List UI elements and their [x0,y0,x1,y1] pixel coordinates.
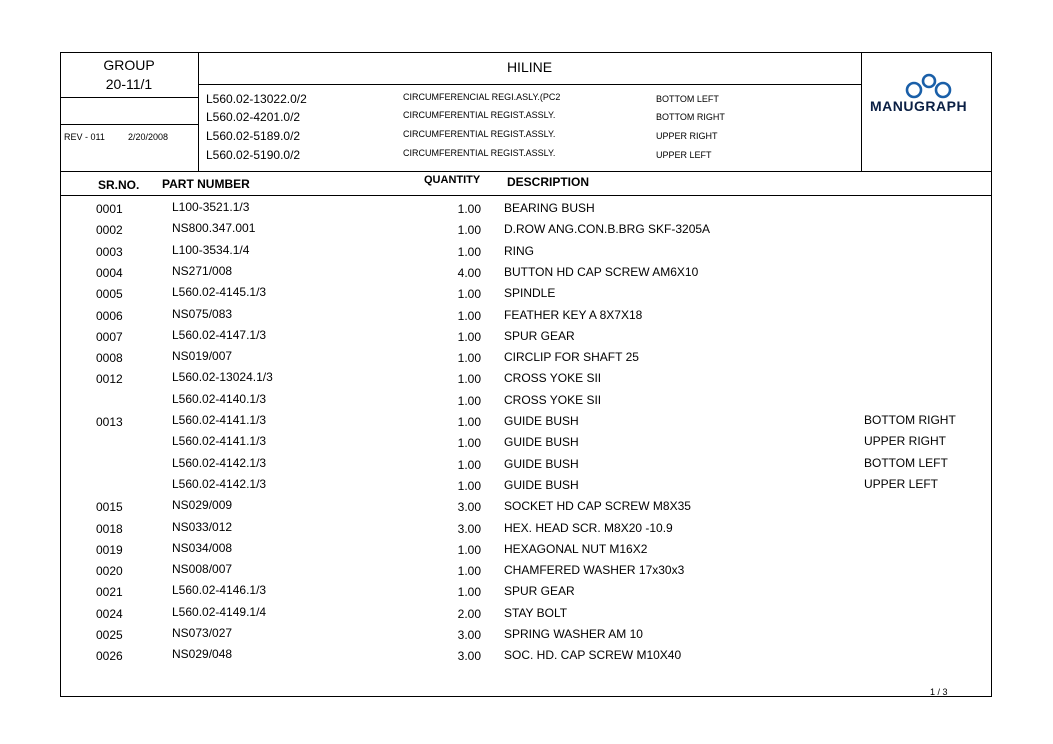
table-row [0,328,1053,349]
table-row [0,477,1053,498]
row-description: GUIDE BUSH [504,477,579,492]
table-row [0,285,1053,306]
row-sr-no: 0024 [96,606,123,621]
table-row [0,221,1053,242]
row-description: SPINDLE [504,286,556,301]
row-quantity: 1.00 [457,287,481,302]
row-description: CIRCLIP FOR SHAFT 25 [504,350,639,365]
row-sr-no: 0004 [96,265,123,280]
row-part-number: L560.02-13024.1/3 [172,370,273,385]
row-quantity: 1.00 [457,372,481,387]
table-row [0,498,1053,519]
row-quantity: 1.00 [457,244,481,259]
table-row [0,200,1053,221]
table-row [0,349,1053,370]
row-sr-no: 0006 [96,308,123,323]
row-description: SPUR GEAR [504,584,575,599]
row-quantity: 1.00 [457,351,481,366]
row-sr-no: 0008 [96,351,123,366]
row-sr-no: 0026 [96,649,123,664]
row-part-number: L560.02-4142.1/3 [172,476,267,491]
manugraph-logo [870,72,986,122]
table-row [0,434,1053,455]
row-description: FEATHER KEY A 8X7X18 [504,307,643,322]
row-position-note: BOTTOM LEFT [864,455,948,470]
row-description: HEXAGONAL NUT M16X2 [504,541,648,556]
row-sr-no: 0018 [96,521,123,536]
row-quantity: 1.00 [457,308,481,323]
revision-date: 2/20/2008 [128,132,169,142]
row-part-number: L560.02-4146.1/3 [172,583,267,598]
row-description: GUIDE BUSH [504,456,579,471]
row-description: SPRING WASHER AM 10 [504,627,643,641]
col-header-sr: SR.NO. [98,178,140,192]
assembly-desc-1: CIRCUMFERENCIAL REGI.ASLY.(PC2 [403,92,561,102]
row-part-number: L100-3521.1/3 [172,200,250,214]
row-sr-no: 0002 [96,223,123,238]
row-quantity: 1.00 [457,202,481,216]
row-position-note: UPPER RIGHT [864,434,947,449]
row-quantity: 3.00 [457,628,481,642]
row-quantity: 2.00 [457,606,481,621]
row-part-number: NS019/007 [172,349,233,364]
row-quantity: 1.00 [457,329,481,344]
row-sr-no: 0005 [96,287,123,302]
header-divider [60,171,992,172]
row-part-number: NS008/007 [172,562,233,577]
col-header-desc: DESCRIPTION [507,175,590,189]
row-description: CROSS YOKE SII [504,371,602,386]
table-row [0,456,1053,477]
group-label: GROUP [103,57,155,73]
row-sr-no: 0019 [96,542,123,557]
row-description: BEARING BUSH [504,201,595,215]
row-part-number: NS034/008 [172,540,233,555]
group-divider-1 [60,97,198,98]
row-sr-no: 0015 [96,500,123,515]
row-part-number: L560.02-4147.1/3 [172,327,267,342]
assembly-part-2: L560.02-4201.0/2 [206,110,301,124]
assembly-part-4: L560.02-5190.0/2 [206,148,301,162]
table-row [0,562,1053,583]
row-part-number: L560.02-4141.1/3 [172,413,267,427]
table-row [0,392,1053,413]
table-row [0,370,1053,391]
row-quantity: 1.00 [457,478,481,493]
assembly-desc-2: CIRCUMFERENTIAL REGIST.ASSLY. [403,110,556,120]
group-divider-2 [60,124,198,125]
group-number: 20-11/1 [105,76,153,92]
row-sr-no: 0013 [96,415,123,429]
logo-mark-icon [870,72,986,100]
page-title: HILINE [506,59,553,75]
row-quantity: 1.00 [457,564,481,579]
row-part-number: NS029/009 [172,498,233,513]
logo-block-divider [861,52,862,171]
logo-wordmark: MANUGRAPH [870,98,968,114]
row-part-number: NS075/083 [172,306,233,321]
row-position-note: UPPER LEFT [864,476,939,491]
row-description: SOC. HD. CAP SCREW M10X40 [504,648,682,663]
assembly-part-3: L560.02-5189.0/2 [206,129,301,143]
row-part-number: L560.02-4141.1/3 [172,434,267,449]
row-quantity: 3.00 [457,649,481,664]
row-sr-no: 0007 [96,329,123,344]
row-part-number: NS271/008 [172,263,233,278]
page-number: 1 / 3 [930,687,948,697]
col-header-qty: QUANTITY [424,174,481,186]
assembly-pos-2: BOTTOM RIGHT [656,112,725,122]
row-quantity: 1.00 [457,457,481,472]
row-part-number: L100-3534.1/4 [172,242,250,257]
row-description: GUIDE BUSH [504,414,579,428]
row-sr-no: 0020 [96,564,123,579]
row-description: GUIDE BUSH [504,435,579,450]
row-part-number: L560.02-4145.1/3 [172,285,267,300]
row-part-number: NS073/027 [172,626,233,640]
row-description: BUTTON HD CAP SCREW AM6X10 [504,264,699,279]
row-sr-no: 0021 [96,585,123,600]
assembly-pos-1: BOTTOM LEFT [656,94,719,104]
row-description: SPUR GEAR [504,328,575,343]
row-position-note: BOTTOM RIGHT [864,413,956,427]
table-row [0,626,1053,647]
table-row [0,583,1053,604]
row-quantity: 1.00 [457,436,481,451]
row-quantity: 3.00 [457,521,481,536]
table-row [0,541,1053,562]
assembly-part-1: L560.02-13022.0/2 [206,92,307,106]
assembly-pos-3: UPPER RIGHT [656,131,718,141]
row-quantity: 1.00 [457,223,481,238]
row-quantity: 3.00 [457,500,481,515]
row-description: HEX. HEAD SCR. M8X20 -10.9 [504,520,673,535]
table-row [0,264,1053,285]
revision: REV - 011 [64,132,105,142]
row-description: RING [504,243,534,258]
row-part-number: NS800.347.001 [172,221,256,236]
row-description: STAY BOLT [504,605,568,620]
row-sr-no: 0025 [96,628,123,642]
row-quantity: 1.00 [457,542,481,557]
table-row [0,605,1053,626]
column-header-divider [60,195,992,196]
table-row [0,413,1053,434]
row-sr-no: 0003 [96,244,123,259]
row-part-number: L560.02-4142.1/3 [172,455,267,470]
title-divider [198,84,861,85]
table-row [0,307,1053,328]
row-sr-no: 0012 [96,372,123,387]
table-row [0,647,1053,668]
row-quantity: 1.00 [457,393,481,408]
row-part-number: NS033/012 [172,519,233,534]
assembly-desc-4: CIRCUMFERENTIAL REGIST.ASSLY. [403,148,556,158]
row-description: CROSS YOKE SII [504,392,602,407]
assembly-pos-4: UPPER LEFT [656,150,712,160]
row-quantity: 1.00 [457,585,481,600]
row-part-number: L560.02-4140.1/3 [172,391,267,406]
row-part-number: L560.02-4149.1/4 [172,604,267,619]
row-quantity: 1.00 [457,415,481,429]
row-description: SOCKET HD CAP SCREW M8X35 [504,499,691,514]
table-row [0,243,1053,264]
row-part-number: NS029/048 [172,647,233,662]
row-sr-no: 0001 [96,202,123,216]
row-quantity: 4.00 [457,265,481,280]
table-row [0,520,1053,541]
assembly-desc-3: CIRCUMFERENTIAL REGIST.ASSLY. [403,129,556,139]
col-header-part: PART NUMBER [162,177,250,191]
row-description: D.ROW ANG.CON.B.BRG SKF-3205A [504,222,711,237]
row-description: CHAMFERED WASHER 17x30x3 [504,563,685,578]
